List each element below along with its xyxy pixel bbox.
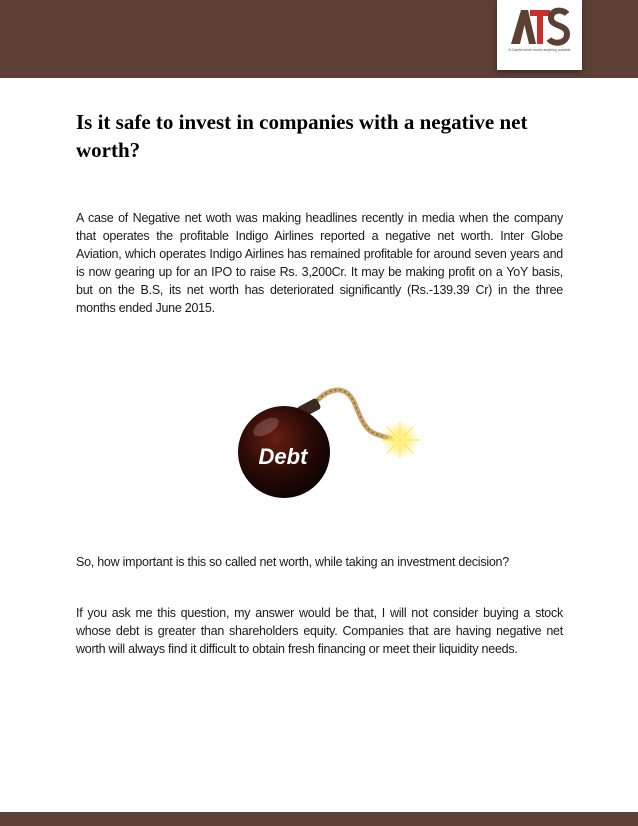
header-band (0, 0, 638, 78)
footer-band (0, 812, 638, 826)
logo-tagline: A Capital which works anything possible (508, 48, 571, 52)
logo-letter-t-stem (537, 10, 543, 44)
company-logo[interactable] (497, 0, 582, 70)
logo-letter-s (549, 11, 567, 43)
paragraph-answer: If you ask me this question, my answer would be that, I will not consider buying a stock whose debt is greater than shareholders equity. Companies that are having negative net worth will always find it difficult to obtain fresh financing or meet their liquidity needs. (76, 606, 563, 656)
bomb-debt-label: Debt (258, 444, 308, 469)
paragraph-intro: A case of Negative net woth was making headlines recently in media when the company that operates the profitable Indigo Airlines reported a negative net worth. Inter Globe Aviation, which operates Indigo Airlines has remained profitable for around seven years and is now gearing up for an IPO to raise Rs. 3,200Cr. It may be making profit on a YoY basis, but on the B.S, its net worth has deteriorated significantly (Rs.-139.39 Cr) in the three months ended June 2015. (76, 211, 563, 315)
paragraph-question: So, how important is this so called net worth, while taking an investment decision? (76, 555, 509, 569)
ats-logo-mark (497, 0, 582, 70)
article-title: Is it safe to invest in companies with a negative net worth? (76, 110, 528, 162)
debt-bomb-image (226, 382, 426, 507)
